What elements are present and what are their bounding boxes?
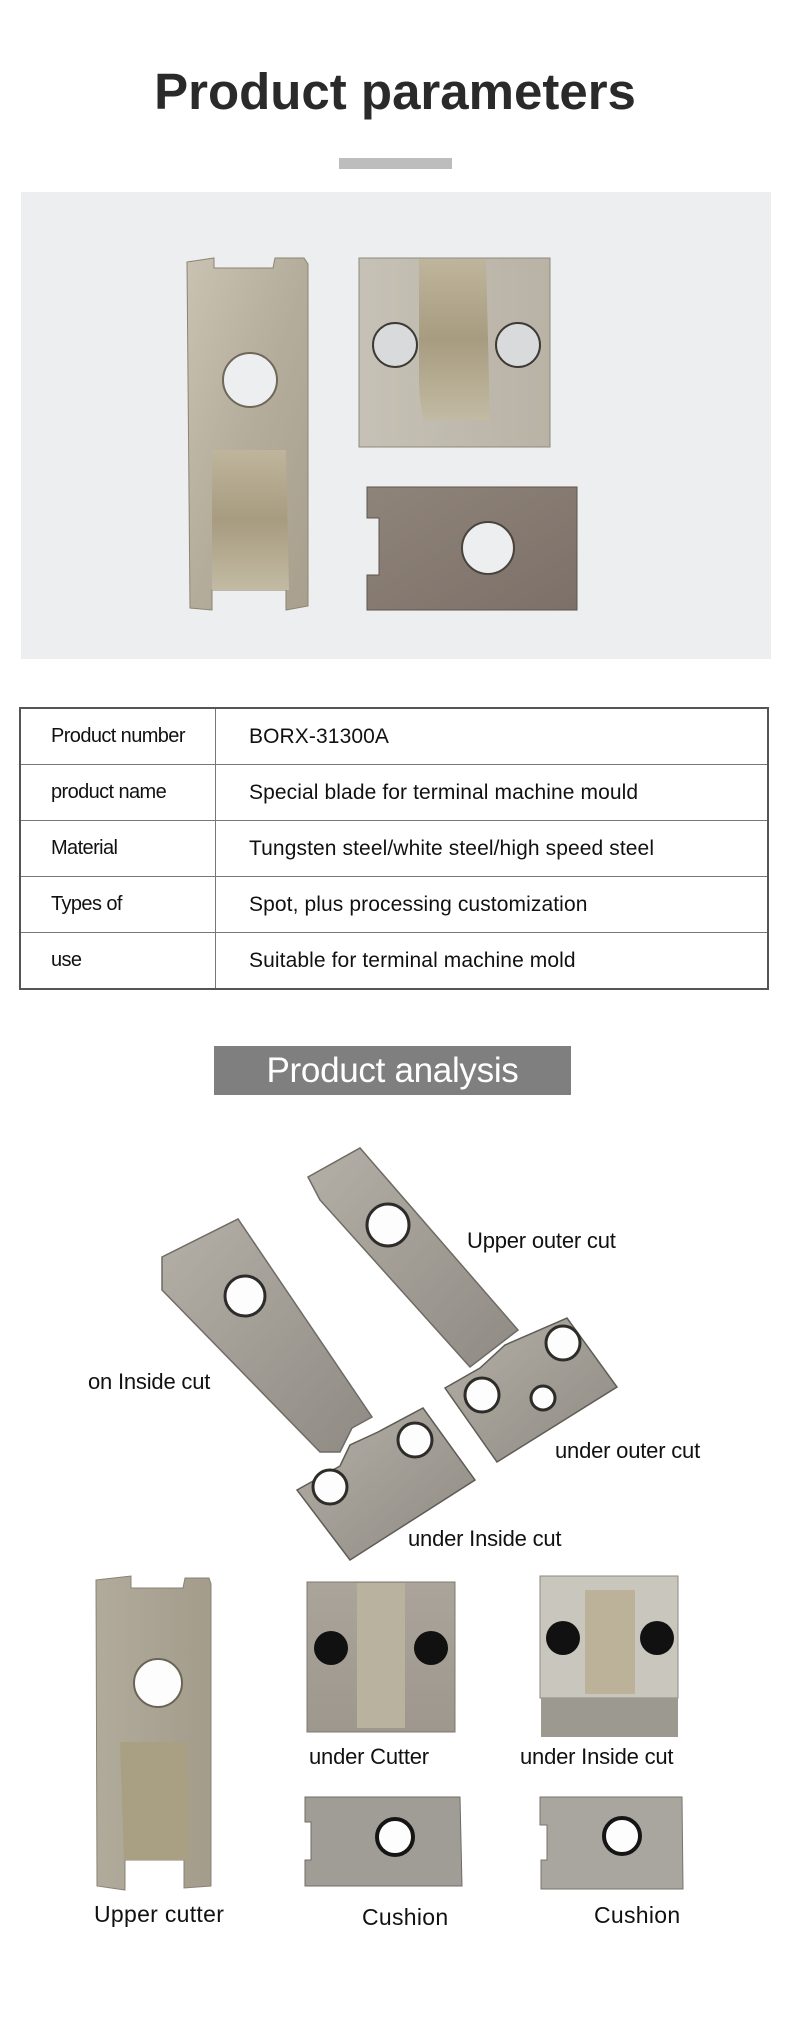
param-label: Material (20, 821, 216, 877)
blade-parts-image (21, 192, 771, 659)
table-row (20, 708, 768, 765)
param-label: product name (20, 765, 216, 821)
label-on-inside-cut: on Inside cut (88, 1369, 211, 1394)
label-under-inside-cut-assembly: under Inside cut (408, 1526, 562, 1551)
section-heading-product-analysis: Product analysis (214, 1046, 571, 1095)
table-row (20, 821, 768, 877)
param-value: Suitable for terminal machine mold (216, 933, 769, 990)
product-analysis-image (0, 1120, 790, 2024)
param-label: Types of (20, 877, 216, 933)
label-cushion-1: Cushion (362, 1904, 449, 1930)
product-photo (21, 192, 771, 659)
product-parameters-table (19, 707, 769, 990)
label-under-inside-cut-part: under Inside cut (520, 1744, 674, 1769)
param-value: Tungsten steel/white steel/high speed steel (216, 821, 769, 877)
param-label: Product number (20, 708, 216, 765)
table-row (20, 765, 768, 821)
label-cushion-2: Cushion (594, 1902, 681, 1928)
param-value: Spot, plus processing customization (216, 877, 769, 933)
param-label: use (20, 933, 216, 990)
label-upper-outer-cut: Upper outer cut (467, 1228, 616, 1253)
table-row (20, 933, 768, 990)
page-title: Product parameters (154, 63, 636, 120)
param-value: BORX-31300A (216, 708, 769, 765)
label-upper-cutter: Upper cutter (94, 1901, 225, 1927)
label-under-outer-cut: under outer cut (555, 1438, 700, 1463)
param-value: Special blade for terminal machine mould (216, 765, 769, 821)
title-underline-divider (339, 158, 452, 169)
table-row (20, 877, 768, 933)
blade-assembly-diagram (0, 1120, 790, 2024)
label-under-cutter: under Cutter (309, 1744, 429, 1769)
